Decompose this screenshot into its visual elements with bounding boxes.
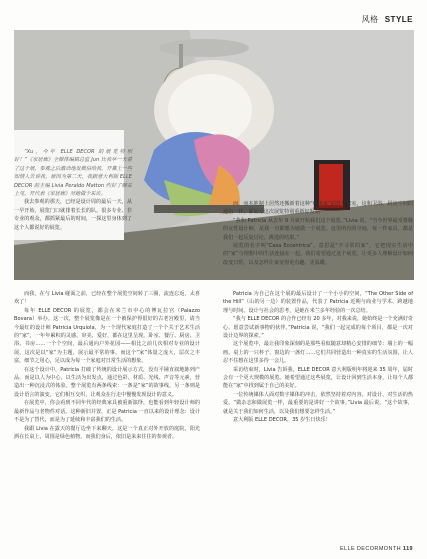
paragraph: “我和 Patricia 从去年 9 月就开始我们这个展览。”Livia 说，“当今世界最受尊敬的女性设计师，是我一直都想为她做一个展览。这里所有的空间，每一件家具，都是我们一起反复讨论、挑选的结果。” [223, 217, 413, 241]
paragraph: 在这个设计中，Patricia 打破了传统的设计展示方式，没有平铺直叙地陈列产品，而是以人为中心，以生活为出发点，通过色彩、材质、光线、声音等元素，营造出一种沉浸式的体验。整个展览有两条线索：一条是“家”的故事线，另一条则是设计语言的演变，它们相互交织，让观众在行走中慢慢发现设计的意义。 [14, 366, 200, 398]
paragraph: 而，而本地制上居然还搬新着这种“传统家”的符号密室，这和卫浴、厨房空间的通俗一样，都显方这次展览特别重新好发制！ [223, 201, 413, 216]
paragraph: 我跟 Livia 在露天的餐厅边坐下来聊天。这是一个真正对外开放的庭院，阳光洒在长桌上，周围是绿色植物，而我们身后，依旧是来来往往的参观者。 [14, 425, 200, 440]
closing-line: 意大利版 ELLE DECOR，35 岁生日快乐！ [233, 417, 331, 424]
paragraph: “我与 ELLE DECOR 的合作已经有 20 多年，对我来说，她始终是一个充满好奇心、愿意尝试新事物的伙伴。”Patricia 说，“我们一起完成的每个项目，都是一次对设计边界的探索。” [223, 316, 414, 340]
section-label-en: STYLE [384, 15, 413, 24]
paragraph: 展览的名字叫“Casa Eccentrica”，意思是“不寻常的家”，它把现实生活中的“家”与理想中的生活连接在一起。我们希望通过这个展览，让更多人理解设计如何改变日常，以及怎样让家变得更有趣、更温暖。 [223, 243, 413, 266]
paragraph: Patricia 为自己在这个展的最后设计了一个小小的空间，“The Other Side of the Hill”（山的另一边）的装置作品，代表了 Patricia 近期与商业与学术、跨越地理与时间、设计与社会的思考，是她在米兰多年经验的一次总结。 [223, 291, 413, 314]
section-header [362, 14, 413, 25]
right-top-column [223, 200, 413, 267]
footer-issue: MONTH [378, 546, 401, 552]
paragraph: 这个展览中，最让我印象深刻的是那些看似随意却精心安排的细节：墙上的一幅画、桌上的一只杯子、窗边的一盏灯……它们共同营造出一种真实的生活氛围，让人忍不住想在这里多待一会儿。 [223, 341, 413, 365]
lead-quote: “Xu，今年 ELLE DECOR 的展览特别好！”《家居廊》全媒体编辑总监 Jun 比我早一天看了这个展，参观之后激动地发微信给我。开幕上一些知情人告诉我，原因为第二天，我跟意大利版 ELLE DECOR 的主编 Livia Peraldo Matton 约好了聊采上见，开代表《家居廊》对她做个采访。 [14, 149, 132, 198]
lead-column [14, 148, 132, 232]
paragraph: 我去参观的那天，已经是设计周的最后一天，从一早开始，展览门口就排着长长的队。很多专业、非专业的观众，都抓紧最后的时间，一探这里身体到了这个人都说好的展览。 [14, 199, 132, 231]
paragraph: 每年 ELLE DECOR 的展览，都会在米兰市中心的博瓦拉宫（Palazzo Bovara）举办。这一次，整个展览像是在一个被保护得很好的古老宫殿里，请当今最红的设计师 Patricia Urquiola，为一个现代家庭打造了一个个关于艺术生活的“家”，一年年累积的灵感、审美、爱好，都在这里呈现。卧室、餐厅、厨房、卫浴、书房……一个个空间，最后通向户外花园——相比之前几次相对专业的设计展，这次是以“家”为主题，展示最平常的事。而这个“家”体量之庞大，层次之丰富，细节之用心，足以成为每一个家庭对日常生活的想象。 [14, 307, 200, 365]
paragraph: 采访结束时，Livia 告诉我，ELLE DECOR 意大利版明年将迎来 35 周年，届时会有一个更大规模的展览。她希望通过这些展览，让设计回到生活本身，让每个人都能在“家”中找到属于自己的美好。 [223, 366, 413, 390]
section-label-cn: 风格 [361, 15, 379, 24]
paragraph: 而我，在与 Livia 碰面之前，已经在整个展览空间转了三圈，流连忘返，太喜欢了！ [14, 291, 200, 306]
paragraph: 在展览中，你会看到不同年代的经典家具被重新演绎，也能看到年轻设计师的最新作品与老物件对话。这种新旧并置，正是 Patricia 一直以来的设计理念：设计不是为了替代，而是为了延续和丰富我们的生活。 [14, 400, 200, 424]
page-number: 119 [402, 546, 413, 552]
paragraph: 一位传统媒体人面对数字媒体的冲击，依然坚持着对内容、对设计、对生活的热爱。“做杂志和做展览一样，最重要的是讲好一个故事。”Livia 最后说，“这个故事，就是关于我们如何生活，以及我们想要怎样生活。” [223, 391, 413, 415]
page-footer [340, 546, 413, 552]
footer-brand: ELLE DECOR [339, 546, 379, 552]
left-column [14, 290, 200, 441]
right-column [223, 290, 413, 425]
